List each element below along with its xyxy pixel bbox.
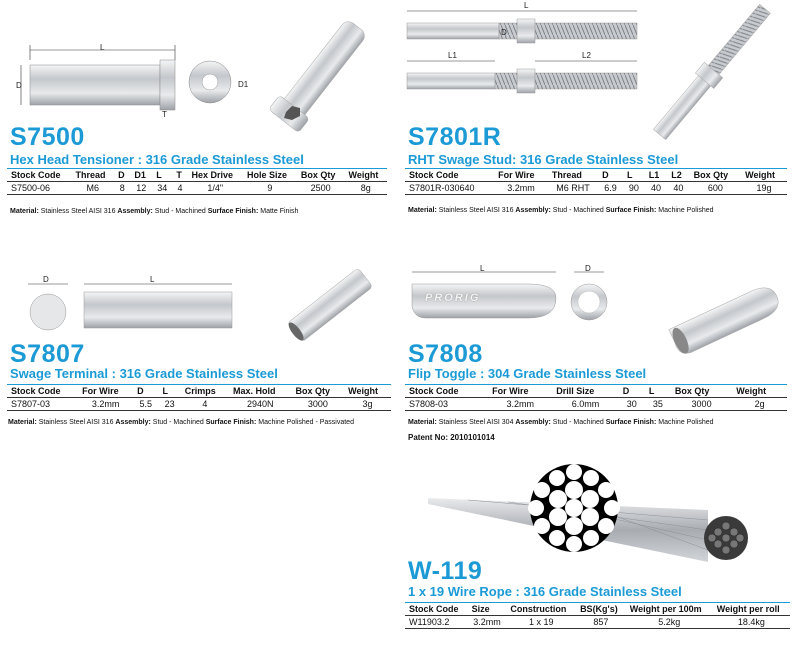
- table-cell: 3.2mm: [494, 182, 548, 195]
- table-header: For Wire: [494, 169, 548, 182]
- table-cell: 8: [114, 182, 130, 195]
- s7500-tensioner-drawing: [15, 40, 195, 110]
- s7500-dim-D: D: [16, 81, 22, 90]
- s7801r-subtitle: RHT Swage Stud: 316 Grade Stainless Steel: [408, 152, 679, 167]
- s7500-spec-note: [10, 208, 298, 215]
- table-cell: 3000: [671, 398, 732, 411]
- table-cell: 600: [690, 182, 741, 195]
- note-value: Matte Finish: [260, 208, 299, 215]
- note-label: Assembly:: [515, 207, 551, 214]
- w119-product-code: W-119: [408, 557, 483, 585]
- table-header: Box Qty: [690, 169, 741, 182]
- table-cell: 3.2mm: [488, 398, 552, 411]
- table-cell: 3.2mm: [468, 616, 507, 629]
- table-cell: 5.2kg: [626, 616, 713, 629]
- s7801r-spec-table: [405, 168, 787, 195]
- table-cell: 8g: [345, 182, 388, 195]
- note-value: Stainless Steel AISI 316: [38, 419, 114, 426]
- table-cell: 6.0mm: [552, 398, 618, 411]
- table-header: Weight: [741, 169, 787, 182]
- note-value: Machine Polished - Passivated: [258, 419, 354, 426]
- note-label: Material:: [8, 419, 37, 426]
- table-header: Stock Code: [7, 385, 78, 398]
- s7500-product-photo: [262, 20, 392, 120]
- s7808-subtitle: Flip Toggle : 304 Grade Stainless Steel: [408, 366, 647, 381]
- w119-spec-table: [405, 602, 790, 629]
- table-header: Stock Code: [405, 603, 468, 616]
- table-cell: 12: [130, 182, 152, 195]
- table-header: BS(Kg's): [576, 603, 626, 616]
- table-header: Box Qty: [297, 169, 345, 182]
- note-label: Surface Finish:: [605, 419, 657, 426]
- table-cell: 23: [158, 398, 180, 411]
- table-cell: 40: [645, 182, 667, 195]
- table-cell: 9: [243, 182, 297, 195]
- table-header: L: [645, 385, 671, 398]
- table-cell: 2940N: [229, 398, 292, 411]
- table-header: D: [133, 385, 158, 398]
- table-cell: S7808-03: [405, 398, 488, 411]
- s7808-dim-D: D: [585, 264, 591, 273]
- table-cell: 4: [172, 182, 187, 195]
- table-cell: S7500-06: [7, 182, 71, 195]
- table-cell: 3.2mm: [78, 398, 133, 411]
- s7801r-dim-L: L: [524, 1, 529, 10]
- table-header: Crimps: [181, 385, 229, 398]
- table-header: L: [158, 385, 180, 398]
- s7801r-product-photo: [640, 5, 790, 135]
- note-label: Surface Finish:: [205, 419, 257, 426]
- table-header: Weight per 100m: [626, 603, 713, 616]
- table-header: Weight: [732, 385, 787, 398]
- table-cell: 90: [623, 182, 645, 195]
- table-header: Thread: [71, 169, 114, 182]
- s7807-dim-L: L: [150, 275, 155, 284]
- table-row: [7, 182, 387, 195]
- table-cell: 19g: [741, 182, 787, 195]
- prorig-logo: PRORIG: [425, 292, 481, 304]
- table-cell: 1/4": [188, 182, 244, 195]
- s7808-product-photo: [660, 275, 790, 365]
- table-header: For Wire: [78, 385, 133, 398]
- note-value: Stud - Machined: [154, 208, 206, 215]
- table-header-row: [7, 169, 387, 182]
- table-header: Max. Hold: [229, 385, 292, 398]
- table-header: Stock Code: [405, 169, 494, 182]
- table-header: D1: [130, 169, 152, 182]
- table-header: Hex Drive: [188, 169, 244, 182]
- w119-wire-rope-image: [408, 450, 798, 570]
- s7801r-product-code: S7801R: [408, 123, 502, 151]
- note-label: Material:: [408, 419, 437, 426]
- s7807-product-photo: [275, 265, 385, 345]
- s7500-dim-D1: D1: [238, 80, 249, 89]
- table-header: Hole Size: [243, 169, 297, 182]
- note-label: Surface Finish:: [605, 207, 657, 214]
- s7808-patent-number: Patent No: 2010101014: [408, 433, 495, 442]
- s7801r-stud-drawing: [405, 5, 645, 105]
- note-value: Stud - Machined: [152, 419, 204, 426]
- table-header: Stock Code: [405, 385, 488, 398]
- w119-subtitle: 1 x 19 Wire Rope : 316 Grade Stainless Steel: [408, 584, 682, 599]
- table-cell: 18.4kg: [713, 616, 790, 629]
- s7808-spec-note: [408, 419, 714, 426]
- note-value: Stud - Machined: [552, 207, 604, 214]
- table-header: D: [114, 169, 130, 182]
- table-header-row: [405, 385, 787, 398]
- table-header-row: [405, 603, 790, 616]
- table-header: D: [619, 385, 645, 398]
- s7807-spec-table: [7, 384, 391, 411]
- table-header: T: [172, 169, 187, 182]
- table-row: [7, 398, 391, 411]
- table-header: Weight: [344, 385, 391, 398]
- table-header: D: [598, 169, 623, 182]
- s7807-subtitle: Swage Terminal : 316 Grade Stainless Steel: [10, 366, 278, 381]
- note-label: Surface Finish:: [207, 208, 259, 215]
- table-row: [405, 182, 787, 195]
- s7807-product-code: S7807: [10, 340, 85, 368]
- table-header-row: [405, 169, 787, 182]
- table-header: Box Qty: [292, 385, 345, 398]
- table-cell: 2g: [732, 398, 787, 411]
- table-cell: 6.9: [598, 182, 623, 195]
- table-cell: 3000: [292, 398, 345, 411]
- table-header: L1: [645, 169, 667, 182]
- note-value: Stainless Steel AISI 316: [438, 207, 514, 214]
- table-cell: W11903.2: [405, 616, 468, 629]
- note-label: Assembly:: [515, 419, 551, 426]
- note-label: Material:: [408, 207, 437, 214]
- table-cell: 857: [576, 616, 626, 629]
- table-header: L2: [667, 169, 689, 182]
- table-cell: 35: [645, 398, 671, 411]
- table-cell: 3g: [344, 398, 391, 411]
- note-value: Machine Polished: [658, 207, 714, 214]
- table-cell: 30: [619, 398, 645, 411]
- table-cell: S7807-03: [7, 398, 78, 411]
- table-header: Drill Size: [552, 385, 618, 398]
- s7500-head-drawing: [188, 60, 238, 110]
- table-cell: S7801R-030640: [405, 182, 494, 195]
- s7801r-dim-L2: L2: [582, 51, 591, 60]
- table-header: L: [623, 169, 645, 182]
- table-cell: 2500: [297, 182, 345, 195]
- s7808-product-code: S7808: [408, 340, 483, 368]
- s7500-subtitle: Hex Head Tensioner : 316 Grade Stainless Steel: [10, 152, 304, 167]
- note-label: Assembly:: [117, 208, 153, 215]
- table-header: For Wire: [488, 385, 552, 398]
- table-header: Weight: [345, 169, 388, 182]
- table-header: Weight per roll: [713, 603, 790, 616]
- table-header: Size: [468, 603, 507, 616]
- table-header: Thread: [548, 169, 598, 182]
- s7500-spec-table: [7, 168, 387, 195]
- table-row: [405, 616, 790, 629]
- table-header-row: [7, 385, 391, 398]
- s7801r-dim-D: D: [501, 28, 507, 37]
- note-value: Stainless Steel AISI 316: [40, 208, 116, 215]
- s7807-drawing: [20, 272, 260, 342]
- note-value: Stainless Steel AISI 304: [438, 419, 514, 426]
- note-value: Machine Polished: [658, 419, 714, 426]
- s7500-dim-T: T: [162, 110, 167, 119]
- s7807-dim-D: D: [43, 275, 49, 284]
- note-label: Material:: [10, 208, 39, 215]
- note-value: Stud - Machined: [552, 419, 604, 426]
- table-cell: 1 x 19: [506, 616, 576, 629]
- s7500-dim-L: L: [100, 43, 105, 52]
- table-header: Stock Code: [7, 169, 71, 182]
- s7801r-dim-L1: L1: [448, 51, 457, 60]
- note-label: Assembly:: [115, 419, 151, 426]
- table-row: [405, 398, 787, 411]
- table-cell: 34: [152, 182, 172, 195]
- s7808-spec-table: [405, 384, 787, 411]
- table-header: L: [152, 169, 172, 182]
- table-cell: 40: [667, 182, 689, 195]
- table-cell: M6: [71, 182, 114, 195]
- s7801r-spec-note: [408, 207, 714, 214]
- table-cell: 4: [181, 398, 229, 411]
- s7808-dim-L: L: [480, 264, 485, 273]
- s7500-product-code: S7500: [10, 123, 85, 151]
- s7807-spec-note: [8, 419, 354, 426]
- table-header: Box Qty: [671, 385, 732, 398]
- table-header: Construction: [506, 603, 576, 616]
- table-cell: 5.5: [133, 398, 158, 411]
- table-cell: M6 RHT: [548, 182, 598, 195]
